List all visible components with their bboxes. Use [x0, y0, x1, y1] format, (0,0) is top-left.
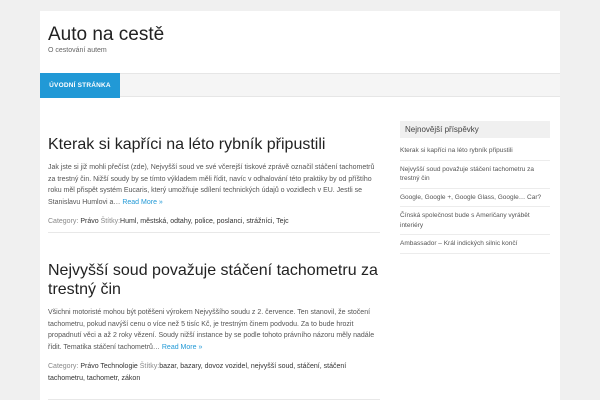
nav-item-home[interactable]: ÚVODNÍ STRÁNKA: [40, 73, 120, 98]
recent-posts-list: [400, 142, 550, 254]
post-excerpt-text: Jak jste si již mohli přečíst (zde), Nejvyšší soud ve své včerejší tiskové zprávě označil stáčení tachometrů za trestný čin. Nižší soudy by se tímto výkladem měli řídit, navíc v odhalování této praktiky by od příštího roku měl přispět systém Eucaris, který umožňuje sdílení technických údajů o vozidlech v EU. Jestli se Stanislavu Humlovi a…: [48, 164, 375, 206]
tags-links[interactable]: Huml, městská, odtahy, police, poslanci, strážníci, Tejc: [120, 218, 289, 225]
post-meta: [48, 361, 380, 384]
recent-posts-title: Nejnovější příspěvky: [400, 121, 550, 138]
read-more-link[interactable]: Read More »: [122, 198, 163, 206]
post-excerpt: [48, 162, 380, 208]
category-link[interactable]: Právo: [80, 218, 99, 225]
post-2: [48, 261, 380, 384]
category-link[interactable]: Právo Technologie: [80, 363, 138, 370]
post-divider: [48, 232, 380, 233]
main-navigation: [40, 73, 560, 97]
recent-post-item[interactable]: Google, Google +, Google Glass, Google… Car?: [400, 189, 550, 208]
tags-label: Štítky:: [100, 218, 121, 225]
recent-post-item[interactable]: Nejvyšší soud považuje stáčení tachometru za trestný čin: [400, 161, 550, 189]
category-label: Category:: [48, 363, 79, 370]
sidebar: [400, 121, 550, 254]
recent-post-item[interactable]: Čínská společnost bude s Američany vyrábět interiéry: [400, 207, 550, 235]
post-title[interactable]: Nejvyšší soud považuje stáčení tachometru za trestný čin: [48, 262, 378, 298]
post-meta: [48, 216, 380, 228]
page: [40, 11, 560, 400]
post-excerpt-text: Všichni motoristé mohou být potěšeni výrokem Nejvyššího soudu z 2. července. Ten stanovil, že stočení tachometru, pokud navýší cenu o více než 5 tisíc Kč, je trestným činem podvodu. Za to bude hrozit propadnutí věci a až 2 roky vězení. Soudy nižší instance by se podle tohoto právního názoru měly nadále řídit. Tematika stáčení tachometrů…: [48, 309, 375, 351]
post-excerpt: [48, 307, 380, 353]
category-label: Category:: [48, 218, 79, 225]
tags-links[interactable]: bazar, bazary, dovoz vozidel, nejvyšší soud, stáčení, stáčení tachometru, tachometr, zákon: [48, 363, 347, 382]
tags-label: Štítky:: [139, 363, 160, 370]
read-more-link[interactable]: Read More »: [161, 343, 203, 351]
site-description: O cestování autem: [48, 47, 107, 54]
post-title[interactable]: Kterak si kapříci na léto rybník připustili: [48, 136, 326, 153]
site-title[interactable]: Auto na cestě: [48, 24, 165, 45]
post-1: [48, 135, 380, 228]
recent-post-item[interactable]: Kterak si kapříci na léto rybník připustili: [400, 142, 550, 161]
recent-post-item[interactable]: Ambassador – Král indických silnic končí: [400, 235, 550, 254]
